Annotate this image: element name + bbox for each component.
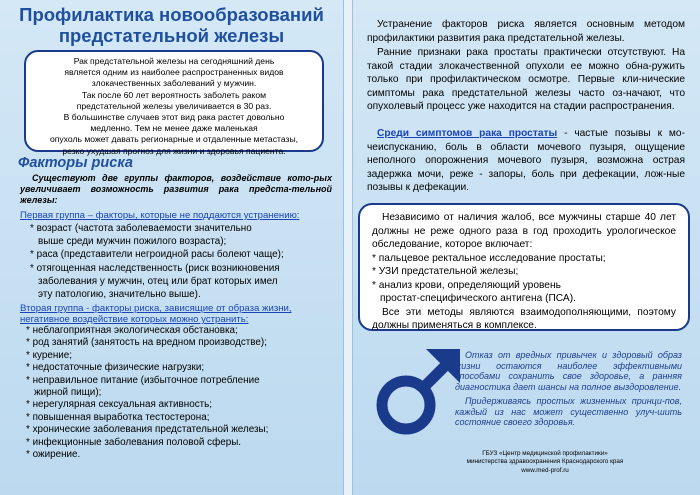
exam-item: * УЗИ предстательной железы; <box>372 266 519 277</box>
list-item: * неправильное питание (избыточное потребление <box>26 374 260 386</box>
fold-divider <box>343 0 353 495</box>
intro-line: предстательной железы увеличивается в 30 раз. <box>76 100 272 111</box>
group1-heading: Первая группа – факторы, которые не поддаются устранению: <box>20 210 300 221</box>
list-item: эту патологию, значительно выше). <box>38 289 201 301</box>
intro-line: Так после 60 лет вероятность заболеть раком <box>81 89 267 100</box>
health-note-paragraph: Отказ от вредных привычек и здоровый образ жизни остаются наиболее эффективными способами сохранить свое здоровье, а ранняя диагностика дает шансы на полное выздоровление. <box>455 350 682 393</box>
exam-intro: Независимо от наличия жалоб, все мужчины старше 40 лет должны не реже одного раза в год проходить урологическое обследование, которое включает: <box>372 212 676 250</box>
group2-heading: Вторая группа - факторы риска, зависящие от образа жизни, негативное воздействие которых можно устранить: <box>20 303 292 325</box>
list-item: * ожирение. <box>26 449 81 461</box>
list-item: * отягощенная наследственность (риск возникновения <box>30 262 280 274</box>
early-signs-paragraph: Ранние признаки рака простаты практически отсутствуют. На такой стадии злокачественной опухоли ее можно обна-ружить только при профилактическом осмотре. Первые кли-нические симптомы рака предстательной железы часто оз-начают, что опухолевый процесс уже находится на стадии распространения. <box>367 47 685 112</box>
list-item: * раса (представители негроидной расы болеют чаще); <box>30 249 284 261</box>
health-note <box>455 350 682 428</box>
intro-line: злокачественных заболеваний у мужчин. <box>91 78 257 89</box>
exam-item: * анализ крови, определяющий уровень <box>372 279 561 291</box>
footer-website[interactable]: www.med-prof.ru <box>521 466 569 474</box>
risk-factors-heading: Факторы риска <box>18 155 133 171</box>
list-item: * возраст (частота заболеваемости значительно <box>30 223 252 234</box>
exam-item-continuation: простат-специфического антигена (ПСА). <box>380 293 576 304</box>
symptoms-link[interactable]: Среди симптомов рака простаты <box>377 128 558 139</box>
intro-line: резко ухудшая прогноз для жизни и здоровья пациента. <box>62 145 286 156</box>
symptoms-paragraph <box>367 127 685 195</box>
exam-outro: Все эти методы являются взаимодополняющими, поэтому должны применяться в комплексе. <box>372 306 676 331</box>
footer-org: ГБУЗ «Центр медицинской профилактики» <box>482 450 608 457</box>
list-item: * род занятий (занятость на вредном производстве); <box>26 337 267 349</box>
list-item: * хронические заболевания предстательной железы; <box>26 424 269 436</box>
prevention-paragraph: Устранение факторов риска является основным методом профилактики развития рака предстательной железы. <box>367 19 685 44</box>
exam-item: * пальцевое ректальное исследование простаты; <box>372 252 606 264</box>
male-symbol-icon <box>370 343 464 441</box>
intro-box <box>24 50 324 156</box>
title-line: Профилактика новообразований <box>19 4 324 25</box>
list-item: выше среди мужчин пожилого возраста); <box>38 236 227 248</box>
footer <box>420 450 670 475</box>
intro-line: В большинстве случаев этот вид рака растет довольно <box>63 112 285 123</box>
intro-line: опухоль может давать регионарные и отдаленные метастазы, <box>49 134 299 145</box>
page-title <box>8 4 335 46</box>
intro-line: медленно. Тем не менее даже маленькая <box>90 123 258 134</box>
health-note-paragraph: Придерживаясь простых жизненных принци-пов, каждый из нас может существенно улуч-шить состояние своего здоровья. <box>455 395 682 428</box>
exam-box <box>358 203 690 331</box>
group1-list <box>30 222 330 301</box>
symptoms-text: - частые позывы к мо-чеиспусканию, боль в области мочевого пузыря, ощущение неполного опорожнения мочевого пузыря, возможна острая задержка мочи, реже - запоры, боль при дефекации, лож-ные позывы к дефекации. <box>367 128 685 193</box>
list-item: * неблагоприятная экологическая обстановка; <box>26 325 238 336</box>
list-item: * недостаточные физические нагрузки; <box>26 362 205 374</box>
list-item: * инфекционные заболевания половой сферы. <box>26 436 242 448</box>
risk-factors-lead: Существуют две группы факторов, воздействие кото-рых увеличивает возможность развития рака предста-тельной железы: <box>20 173 332 205</box>
list-item: жирной пищи); <box>34 387 102 399</box>
intro-line: является одним из наиболее распространенных видов <box>64 67 284 78</box>
list-item: * курение; <box>26 349 73 361</box>
list-item: * нерегулярная сексуальная активность; <box>26 399 213 411</box>
footer-ministry: министерства здравоохранения Краснодарского края <box>466 458 624 466</box>
title-line: предстательной железы <box>58 25 285 46</box>
list-item: заболевания у мужчин, отец или брат которых имел <box>38 275 278 287</box>
list-item: * повышенная выработка тестостерона; <box>26 411 210 423</box>
intro-line: Рак предстательной железы на сегодняшний день <box>73 56 275 66</box>
group2-list <box>26 325 332 461</box>
